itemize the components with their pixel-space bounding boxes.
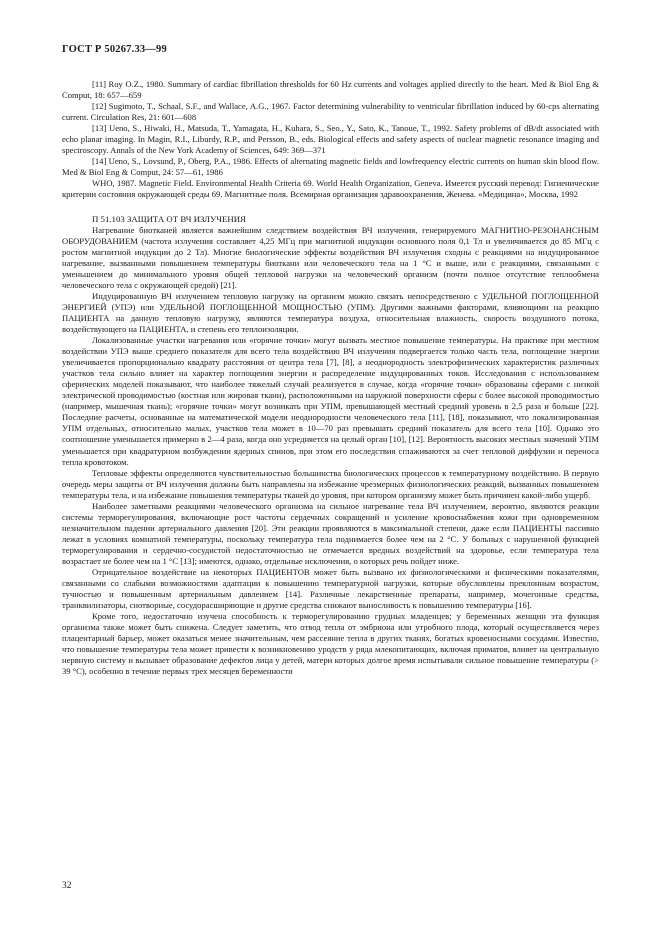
paragraph: Наиболее заметными реакциями человеческого организма на сильное нагревание тела ВЧ излучением, вероятно, являются реакции системы терморегулирования, включающие рост частоты сердечных сокращений и усиление кровоснабжения кожи при одновременном незначительном падении артериального давления [20]. Эти реакции проявляются в максимальной степени, даже если ПАЦИЕНТЫ пассивно лежат в условиях комнатной температуры, поскольку температура тела поднимается более чем на 2 °С. У больных с нарушенной функцией терморегулирования и сердечно-сосудистой недостаточностью не отмечается вредных воздействий на здоровье, если температура тела возрастает не более чем на 1 °С [13]; имеются, однако, отдельные исключения, о которых речь пойдет ниже. bbox=[62, 500, 599, 566]
reference-item: [14] Ueno, S., Lovsund, P., Oberg, P.A., 1986. Effects of alternating magnetic fields and lowfrequency electric currents on human skin blood flow. Med & Biol Eng & Comput, 24: 57—61, 1986 bbox=[62, 156, 599, 178]
paragraph: Отрицательное воздействие на некоторых ПАЦИЕНТОВ может быть вызвано их физиологическими и физическими показателями, связанными со слабыми возможностями адаптации к повышению температурной нагрузки, которые обусловлены преклонным возрастом, тучностью и повышенным артериальным давлением [14]. Различные лекарственные препараты, например, мочегонные средства, транквилизаторы, снотворные, сосудорасширяющие и другие средства снижают выносливость к повышению температуры [16]. bbox=[62, 567, 599, 611]
paragraph: Нагревание биотканей является важнейшим следствием воздействия ВЧ излучения, генерируемого МАГНИТНО-РЕЗОНАНСНЫМ ОБОРУДОВАНИЕМ (частота излучения составляет 4,25 МГц при магнитной индукции основного поля 0,1 Тл и увеличивается до 85 МГц с ростом магнитной индукции до 2 Тл). Многие биологические эффекты воздействия ВЧ излучения сходны с реакциями на индуцированное нагревание, вызванными повышением температуры биоткани или человеческого тела на 1 °С и выше, или с реакциями, связанными с уменьшением до минимального уровня общей тепловой нагрузки на человеческий организм (почти полное отсутствие теплообмена человеческого тела с окружающей средой) [21]. bbox=[62, 224, 599, 290]
page-number: 32 bbox=[62, 881, 72, 891]
reference-item: [13] Ueno, S., Hiwaki, H., Matsuda, T., Yamagata, H., Kuhara, S., Seo., Y., Sato, K., Tanoue, T., 1992. Safety problems of dB/dt associated with echo planar imaging. In Magin, R.I., Liburdy, R.P., and Persson, B., eds. Biological effects and safety aspects of nuclear magnetic resonance imaging and spectroscopy. Annals of the New York Academy of Sciences, 649: 369—371 bbox=[62, 123, 599, 156]
paragraph: Тепловые эффекты определяются чувствительностью большинства биологических процессов к температурному воздействию. В первую очередь меры защиты от ВЧ излучения должны быть направлены на избежание чрезмерных физиологических реакций, вызванных повышением температуры тела, и на избежание повышения температуры тканей до уровня, при котором организму может быть причинен какой-либо ущерб. bbox=[62, 467, 599, 500]
reference-item: [11] Roy O.Z., 1980. Summary of cardiac fibrillation thresholds for 60 Hz currents and voltages applied directly to the heart. Med & Biol Eng & Comput, 18: 657—659 bbox=[62, 79, 599, 101]
reference-item: [12] Sugimoto, T., Schaal, S.F., and Wallace, A.G., 1967. Factor determining vulnerability to ventricular fibrillation induced by 60-cps alternating current. Circulation Res, 21: 601—608 bbox=[62, 101, 599, 123]
paragraph: Кроме того, недостаточно изучена способность к терморегулированию грудных младенцев; у беременных женщин эта функция организма также может быть снижена. Следует заметить, что отвод тепла от эмбриона или утробного плода, который осуществляется через плацентарный барьер, может оказаться менее значительным, чем рассеяние тепла в других тканях, богатых кровеносными сосудами. Известно, что повышение температуры тела может привести к возникновению уродств у ряда млекопитающих, включая приматов, влияет на центральную нервную систему и вызывает образование дефектов лица у детей, матери которых долгое время испытывали сильное повышение температуры (> 39 °С), особенно в течение первых трех месяцев беременности bbox=[62, 611, 599, 677]
standard-header: ГОСТ Р 50267.33—99 bbox=[62, 44, 167, 55]
section-body bbox=[62, 225, 599, 678]
paragraph: Индуцированную ВЧ излучением тепловую нагрузку на организм можно связать непосредственно с УДЕЛЬНОЙ ПОГЛОЩЕННОЙ ЭНЕРГИЕЙ (УПЭ) или УДЕЛЬНОЙ ПОГЛОЩЕННОЙ МОЩНОСТЬЮ (УПМ). Другими важными факторами, влияющими на реакцию ПАЦИЕНТА на данную тепловую нагрузку, являются температура воздуха, относительная влажность, скорость воздушного потока, воздействующего на ПАЦИЕНТА, и степень его теплоизоляции. bbox=[62, 290, 599, 334]
section-title: П 51.103 ЗАЩИТА ОТ ВЧ ИЗЛУЧЕНИЯ bbox=[92, 213, 246, 224]
paragraph: Локализованные участки нагревания или «горячие точки» могут вызвать местное повышение температуры. На практике при местном воздействии УПЭ выше среднего показателя для всего тела воздействию ВЧ излучения подвергается только часть тела, поглощение энергии увеличивается пропорционально квадрату расстояния от центра тела [7], [8], а неоднородность электрофизических характеристик различных участков тела сильно влияет на характер поглощения энергии и распределение индуцированных токов. Исследования с использованием сферических моделей показывают, что наиболее тяжелый случай реализуется в случае, когда «горячие точки» образованы сферами с низкой электрической проводимостью (костная или жировая ткани), расположенными на наружной поверхности сферы с более высокой проводимостью (например, мышечная ткань); «горячие точки» могут возникать при УПМ, превышающей местный средний уровень в 2,5 раза и больше [22]. Последние расчеты, основанные на математической модели неоднородности человеческого тела [11], [18], показывают, что локализированная УПМ отдельных, относительно малых, участков тела может в 10—70 раз превышать средний показатель для всего тела [10]. Однако это соотношение уменьшается примерно в 2—4 раза, когда оно усредняется на целый орган [10], [12]. Вероятность высоких местных значений УПМ уменьшается при квадратурном возбуждении ядерных спинов, при этом его последствия сглаживаются за счет тепловой диффузии и переноса тепла кровотоком. bbox=[62, 335, 599, 467]
document-page bbox=[62, 44, 599, 677]
reference-list bbox=[62, 79, 599, 201]
reference-item: WHO, 1987. Magnetic Field. Environmental Health Criteria 69. World Health Organization, Geneva. Имеется русский перевод: Гигиенические критерии состояния окружающей среды 69. Магнитные поля. Всемирная организация здравоохранения, Женева. «Медицина», Москва, 1992 bbox=[62, 178, 599, 200]
